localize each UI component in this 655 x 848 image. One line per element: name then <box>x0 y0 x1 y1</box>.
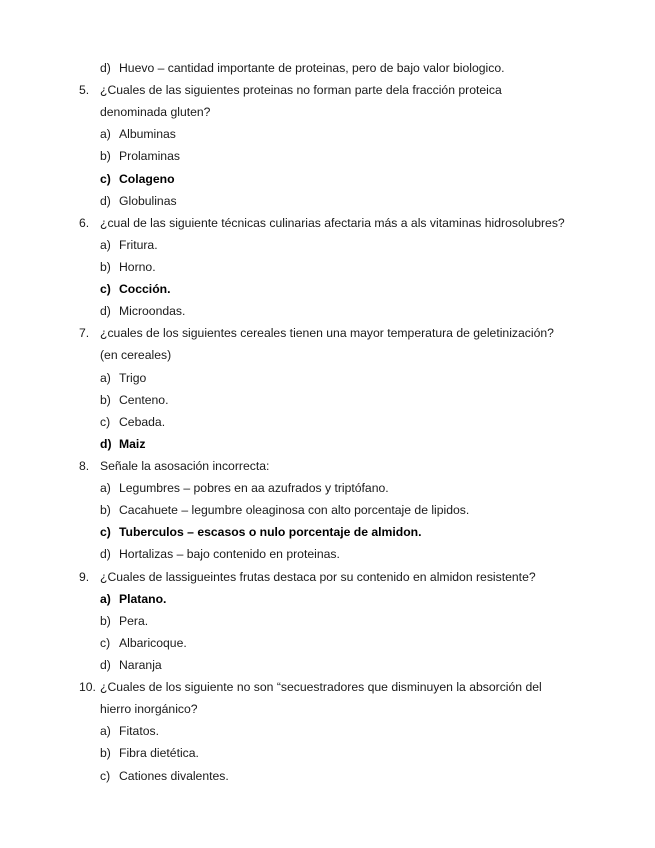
question-text: hierro inorgánico? <box>100 702 198 717</box>
correct-option-row <box>0 433 655 455</box>
option-row <box>0 389 655 411</box>
option-text: Huevo – cantidad importante de proteinas, pero de bajo valor biologico. <box>119 61 505 75</box>
option-letter: d) <box>100 193 111 208</box>
question-text: ¿Cuales de las siguientes proteinas no forman parte dela fracción proteica <box>100 83 502 98</box>
option-text: Prolaminas <box>119 149 180 164</box>
option-letter: c) <box>100 282 111 297</box>
option-text: Colageno <box>119 171 175 186</box>
option-text: Fritura. <box>119 237 158 252</box>
option-letter: c) <box>100 171 111 186</box>
option-text: Cationes divalentes. <box>119 768 229 783</box>
question-continuation <box>0 344 655 366</box>
option-letter: a) <box>100 237 111 252</box>
option-letter: a) <box>100 724 111 739</box>
question-number: 10. <box>79 680 96 695</box>
option-text: Maiz <box>119 436 146 451</box>
option-row <box>0 190 655 212</box>
option-letter: b) <box>100 613 111 628</box>
option-row <box>0 610 655 632</box>
option-text: Centeno. <box>119 392 169 407</box>
option-text: Cacahuete – legumbre oleaginosa con alto porcentaje de lipidos. <box>119 503 470 518</box>
question-text: ¿Cuales de los siguiente no son “secuestradores que disminuyen la absorción del <box>100 680 542 695</box>
option-text: Trigo <box>119 370 147 385</box>
option-text: Naranja <box>119 657 162 672</box>
option-text: Legumbres – pobres en aa azufrados y triptófano. <box>119 481 389 496</box>
document-page <box>0 57 655 787</box>
option-row <box>0 477 655 499</box>
question-number: 7. <box>79 326 90 341</box>
option-row <box>0 234 655 256</box>
question-text: ¿cuales de los siguientes cereales tienen una mayor temperatura de geletinización? <box>100 326 554 341</box>
option-row <box>0 300 655 322</box>
option-text: Cocción. <box>119 282 171 297</box>
option-row <box>0 123 655 145</box>
option-letter: c) <box>100 635 111 650</box>
question-text: ¿cual de las siguiente técnicas culinarias afectaria más a als vitaminas hidrosolubres? <box>100 215 565 230</box>
option-letter: b) <box>100 149 111 164</box>
option-letter: b) <box>100 746 111 761</box>
option-letter: b) <box>100 503 111 518</box>
option-letter: a) <box>100 591 111 606</box>
question-7 <box>0 322 655 344</box>
option-letter: a) <box>100 127 111 142</box>
question-number: 8. <box>79 458 90 473</box>
option-letter: a) <box>100 370 111 385</box>
option-letter: d) <box>100 657 111 672</box>
correct-option-row <box>0 168 655 190</box>
option-row <box>0 632 655 654</box>
option-row <box>0 742 655 764</box>
option-row <box>0 654 655 676</box>
question-8 <box>0 455 655 477</box>
option-text: Globulinas <box>119 193 177 208</box>
option-row <box>0 765 655 787</box>
option-row <box>0 145 655 167</box>
option-text: Platano. <box>119 591 167 606</box>
option-letter: d) <box>100 547 111 562</box>
question-text: Señale la asosación incorrecta: <box>100 458 270 473</box>
question-continuation <box>0 698 655 720</box>
option-text: Fitatos. <box>119 724 159 739</box>
option-letter: d) <box>100 304 111 319</box>
option-text: Cebada. <box>119 414 166 429</box>
option-letter: b) <box>100 392 111 407</box>
option-letter: d) <box>100 436 112 451</box>
question-number: 9. <box>79 569 90 584</box>
option-letter: b) <box>100 259 111 274</box>
option-text: Tuberculos – escasos o nulo porcentaje de almidon. <box>119 525 422 540</box>
question-continuation <box>0 101 655 123</box>
option-text: Fibra dietética. <box>119 746 199 761</box>
option-row <box>0 411 655 433</box>
option-text: Albuminas <box>119 127 176 142</box>
option-letter: c) <box>100 525 111 540</box>
question-10 <box>0 676 655 698</box>
option-text: Pera. <box>119 613 149 628</box>
question-6 <box>0 212 655 234</box>
question-number: 5. <box>79 83 90 98</box>
option-letter: d) <box>100 61 111 75</box>
question-9 <box>0 566 655 588</box>
option-letter: c) <box>100 414 111 429</box>
option-text: Horno. <box>119 259 156 274</box>
question-number: 6. <box>79 215 90 230</box>
correct-option-row <box>0 278 655 300</box>
option-row <box>0 499 655 521</box>
question-text: denominada gluten? <box>100 105 211 120</box>
option-letter: c) <box>100 768 111 783</box>
option-text: Albaricoque. <box>119 635 187 650</box>
correct-option-row <box>0 588 655 610</box>
option-letter: a) <box>100 481 111 496</box>
question-5 <box>0 79 655 101</box>
correct-option-row <box>0 521 655 543</box>
option-text: Hortalizas – bajo contenido en proteinas. <box>119 547 340 562</box>
option-row <box>0 57 655 79</box>
question-text: ¿Cuales de lassigueintes frutas destaca por su contenido en almidon resistente? <box>100 569 536 584</box>
option-text: Microondas. <box>119 304 186 319</box>
question-text: (en cereales) <box>100 348 172 363</box>
option-row <box>0 367 655 389</box>
option-row <box>0 720 655 742</box>
option-row <box>0 543 655 565</box>
option-row <box>0 256 655 278</box>
